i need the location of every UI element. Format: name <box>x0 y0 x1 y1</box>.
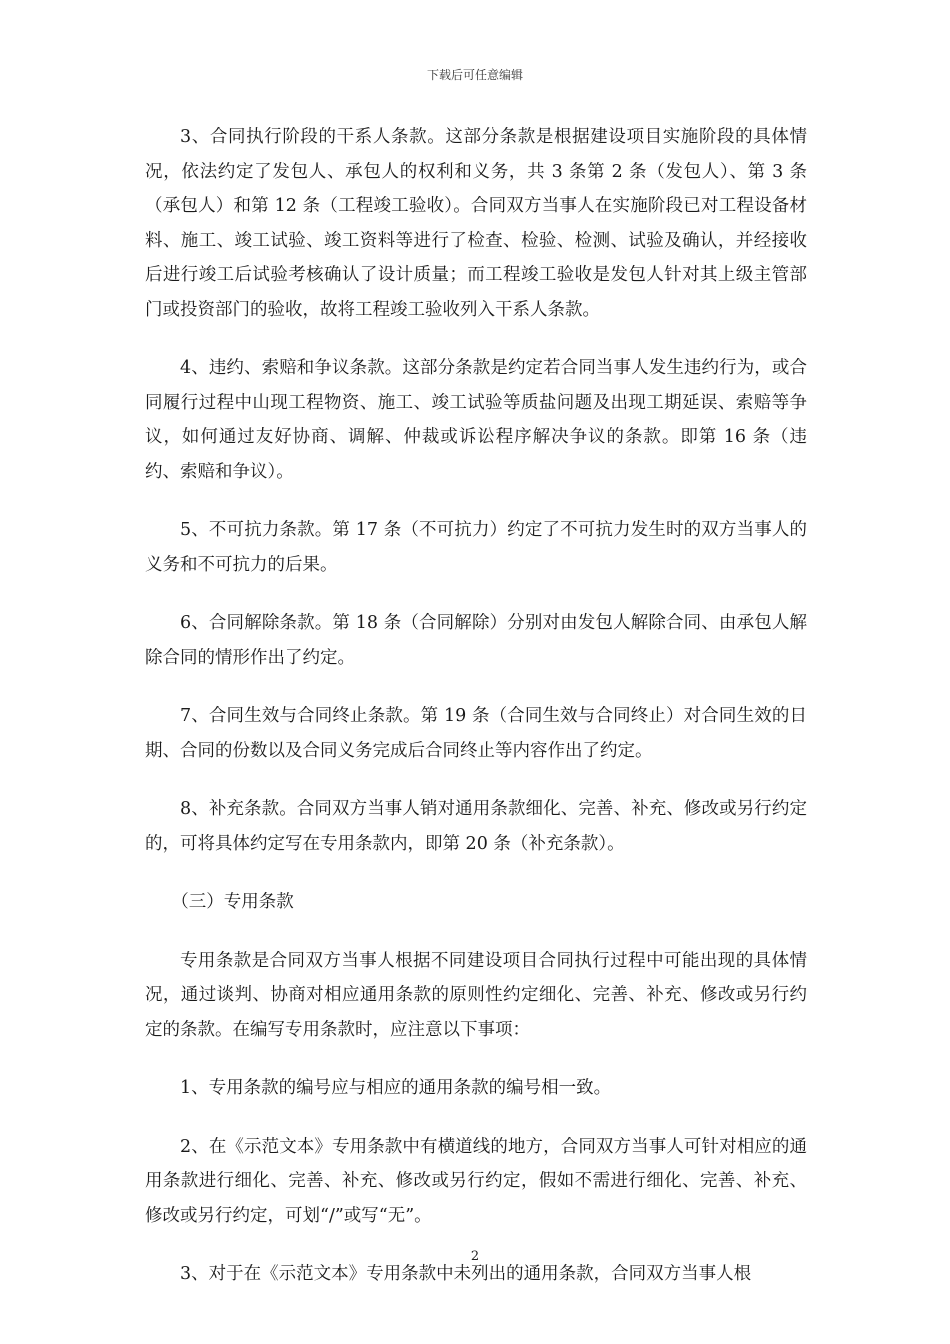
paragraph-note-2: 2、在《示范文本》专用条款中有横道线的地方，合同双方当事人可针对相应的通用条款进行细化、完善、补充、修改或另行约定，假如不需进行细化、完善、补充、修改或另行约定，可划“/”或写“无”。 <box>145 1136 807 1226</box>
document-body <box>145 120 807 1316</box>
paragraph-note-1: 1、专用条款的编号应与相应的通用条款的编号相一致。 <box>180 1078 612 1098</box>
section-heading: （三）专用条款 <box>171 892 294 912</box>
paragraph-clause-6: 6、合同解除条款。第 18 条（合同解除）分别对由发包人解除合同、由承包人解除合同的情形作出了约定。 <box>145 613 807 668</box>
paragraph-clause-4: 4、违约、索赔和争议条款。这部分条款是约定若合同当事人发生违约行为，或合同履行过程中山现工程物资、施工、竣工试验等质盐问题及出现工期延误、索赔等争议，如何通过友好协商、调解、仲裁或诉讼程序解决争议的条款。即第 16 条（违约、索赔和争议）。 <box>145 358 807 482</box>
paragraph-clause-3: 3、合同执行阶段的干系人条款。这部分条款是根据建设项目实施阶段的具体情况，依法约定了发包人、承包人的权利和义务，共 3 条第 2 条（发包人）、第 3 条（承包人）和第 12 条（工程竣工验收）。合同双方当事人在实施阶段已对工程设备材料、施工、竣工试验、竣工资料等进行了检查、检验、检测、试验及确认，并经接收后进行竣工后试验考核确认了设计质量；而工程竣工验收是发包人针对其上级主管部门或投资部门的验收，故将工程竣工验收列入干系人条款。 <box>145 127 807 320</box>
page-number: 2 <box>470 1249 480 1264</box>
paragraph-clause-5: 5、不可抗力条款。第 17 条（不可抗力）约定了不可抗力发生时的双方当事人的义务和不可抗力的后果。 <box>145 520 807 575</box>
paragraph-clause-7: 7、合同生效与合同终止条款。第 19 条（合同生效与合同终止）对合同生效的日期、合同的份数以及合同义务完成后合同终止等内容作出了约定。 <box>145 706 807 761</box>
page-header: 下载后可任意编辑 <box>426 68 523 82</box>
paragraph-clause-8: 8、补充条款。合同双方当事人销对通用条款细化、完善、补充、修改或另行约定的，可将具体约定写在专用条款内，即第 20 条（补充条款）。 <box>145 799 807 854</box>
paragraph-special-terms-intro: 专用条款是合同双方当事人根据不同建设项目合同执行过程中可能出现的具体情况，通过谈判、协商对相应通用条款的原则性约定细化、完善、补充、修改或另行约定的条款。在编写专用条款时，应注意以下事项： <box>145 950 807 1040</box>
paragraph-note-3: 3、对于在《示范文本》专用条款中未列出的通用条款，合同双方当事人根 <box>180 1264 752 1284</box>
